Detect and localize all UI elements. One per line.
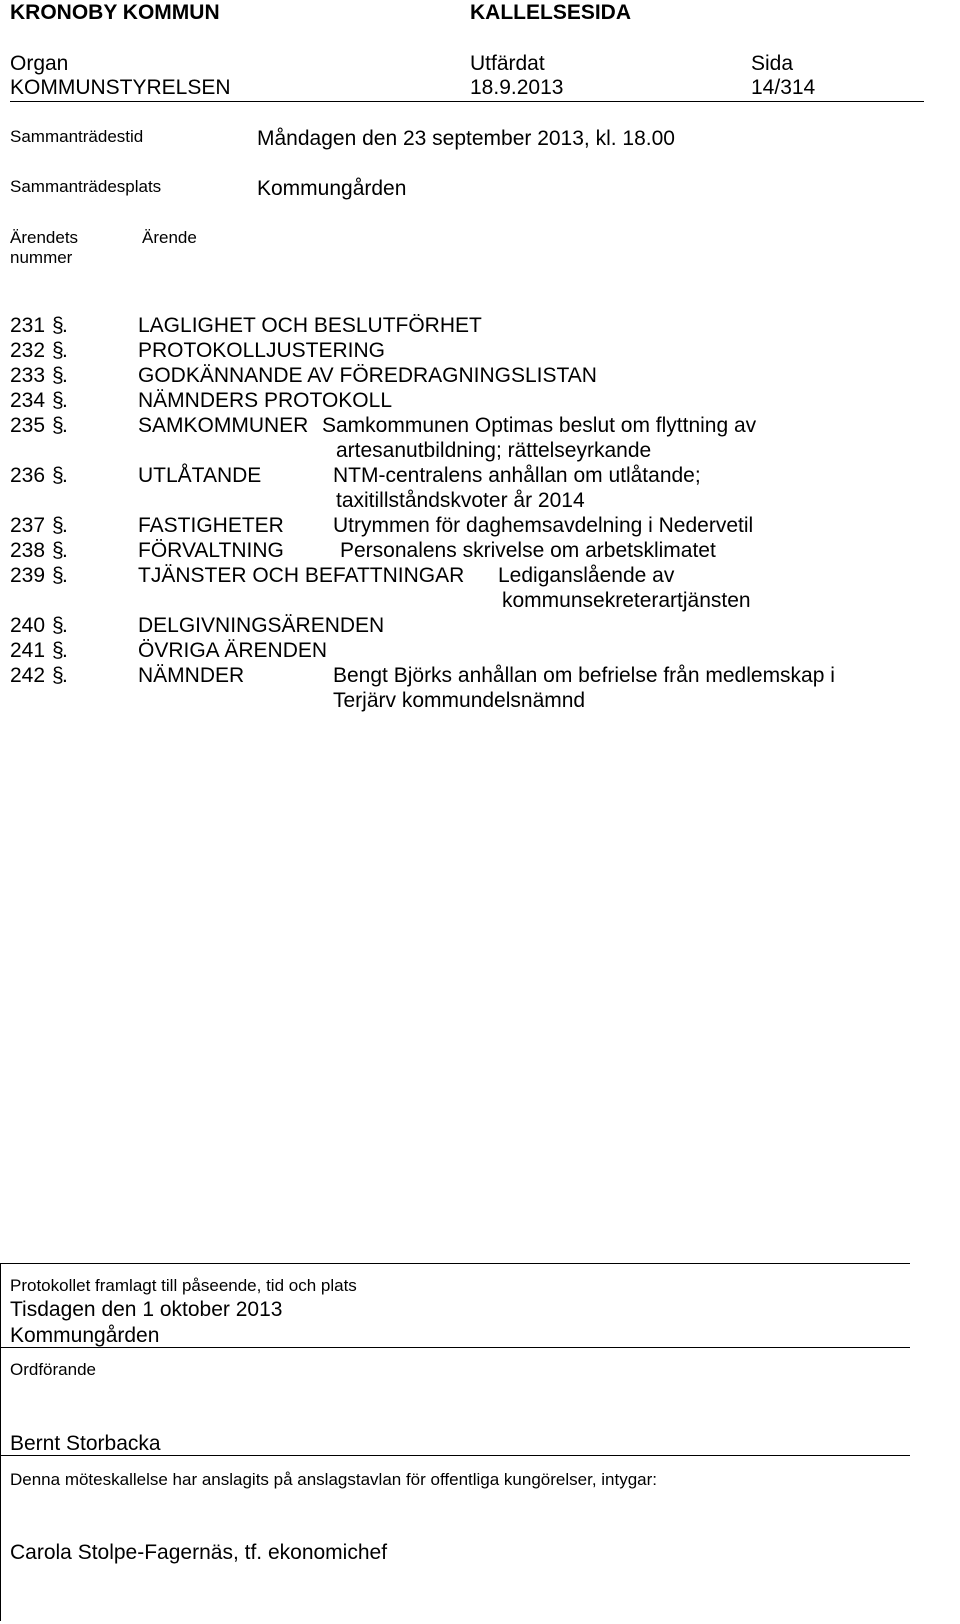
organ-label: Organ <box>10 52 69 75</box>
item-number: 232 <box>10 339 46 362</box>
item-description-continued: artesanutbildning; rättelseyrkande <box>336 439 652 462</box>
item-title: LAGLIGHET OCH BESLUTFÖRHET <box>138 314 482 337</box>
item-mark: . <box>62 564 68 587</box>
item-mark: . <box>62 539 68 562</box>
item-mark: . <box>62 664 68 687</box>
item-number: 237 <box>10 514 46 537</box>
item-title: PROTOKOLLJUSTERING <box>138 339 385 362</box>
footer-left-border <box>0 1263 1 1621</box>
item-description-continued: Terjärv kommundelsnämnd <box>333 689 586 712</box>
item-title: SAMKOMMUNER <box>138 414 309 437</box>
paragraph-mark: § <box>52 564 64 587</box>
paragraph-mark: § <box>52 539 64 562</box>
posted-label: Protokollet framlagt till påseende, tid och plats <box>10 1276 357 1295</box>
signer-name: Carola Stolpe-Fagernäs, tf. ekonomichef <box>10 1541 388 1564</box>
item-mark: . <box>62 614 68 637</box>
meeting-place-value: Kommungården <box>257 177 407 200</box>
item-description: Utrymmen för daghemsavdelning i Nedervetil <box>333 514 754 537</box>
paragraph-mark: § <box>52 364 64 387</box>
item-description: Bengt Björks anhållan om befrielse från medlemskap i <box>333 664 835 687</box>
item-title: UTLÅTANDE <box>138 464 262 487</box>
item-number: 233 <box>10 364 46 387</box>
item-mark: . <box>62 339 68 362</box>
organ-value: KOMMUNSTYRELSEN <box>10 76 231 99</box>
item-title: FASTIGHETER <box>138 514 284 537</box>
item-number: 239 <box>10 564 46 587</box>
item-number: 235 <box>10 414 46 437</box>
matter-number-label-line1: Ärendets <box>10 228 79 247</box>
item-title: ÖVRIGA ÄRENDEN <box>138 639 328 662</box>
paragraph-mark: § <box>52 314 64 337</box>
meeting-place-label: Sammanträdesplats <box>10 177 162 196</box>
paragraph-mark: § <box>52 389 64 412</box>
chair-label: Ordförande <box>10 1360 96 1379</box>
item-description: Lediganslående av <box>498 564 675 587</box>
paragraph-mark: § <box>52 639 64 662</box>
paragraph-mark: § <box>52 664 64 687</box>
paragraph-mark: § <box>52 614 64 637</box>
item-number: 241 <box>10 639 46 662</box>
paragraph-mark: § <box>52 514 64 537</box>
item-mark: . <box>62 389 68 412</box>
chair-name: Bernt Storbacka <box>10 1432 161 1455</box>
item-number: 242 <box>10 664 46 687</box>
item-title: NÄMNDERS PROTOKOLL <box>138 389 392 412</box>
posted-date: Tisdagen den 1 oktober 2013 <box>10 1298 283 1321</box>
item-number: 240 <box>10 614 46 637</box>
municipality-name: KRONOBY KOMMUN <box>10 1 220 24</box>
paragraph-mark: § <box>52 464 64 487</box>
matter-label: Ärende <box>142 228 197 247</box>
item-title: NÄMNDER <box>138 664 245 687</box>
notice-text: Denna möteskallelse har anslagits på anslagstavlan för offentliga kungörelser, intygar: <box>10 1470 658 1489</box>
footer-divider-2 <box>0 1455 910 1456</box>
paragraph-mark: § <box>52 414 64 437</box>
item-description-continued: taxitillståndskvoter år 2014 <box>336 489 585 512</box>
item-title: DELGIVNINGSÄRENDEN <box>138 614 385 637</box>
issued-value: 18.9.2013 <box>470 76 564 99</box>
footer-divider-1 <box>0 1347 910 1348</box>
posted-place: Kommungården <box>10 1324 160 1347</box>
item-number: 234 <box>10 389 46 412</box>
item-number: 238 <box>10 539 46 562</box>
footer-top-line <box>0 1263 910 1264</box>
document-type: KALLELSESIDA <box>470 1 632 24</box>
meeting-time-label: Sammanträdestid <box>10 127 144 146</box>
issued-label: Utfärdat <box>470 52 545 75</box>
item-title: TJÄNSTER OCH BEFATTNINGAR <box>138 564 465 587</box>
header-divider <box>10 101 924 102</box>
item-number: 236 <box>10 464 46 487</box>
item-mark: . <box>62 414 68 437</box>
item-description: NTM-centralens anhållan om utlåtande; <box>333 464 701 487</box>
item-description-continued: kommunsekreterartjänsten <box>502 589 751 612</box>
paragraph-mark: § <box>52 339 64 362</box>
item-description: Samkommunen Optimas beslut om flyttning av <box>322 414 757 437</box>
page-label: Sida <box>751 52 794 75</box>
item-description: Personalens skrivelse om arbetsklimatet <box>340 539 716 562</box>
item-title: FÖRVALTNING <box>138 539 284 562</box>
item-mark: . <box>62 314 68 337</box>
item-mark: . <box>62 639 68 662</box>
item-mark: . <box>62 364 68 387</box>
page-value: 14/314 <box>751 76 816 99</box>
item-title: GODKÄNNANDE AV FÖREDRAGNINGSLISTAN <box>138 364 597 387</box>
item-mark: . <box>62 514 68 537</box>
matter-number-label-line2: nummer <box>10 248 73 267</box>
item-number: 231 <box>10 314 46 337</box>
item-mark: . <box>62 464 68 487</box>
meeting-time-value: Måndagen den 23 september 2013, kl. 18.00 <box>257 127 675 150</box>
